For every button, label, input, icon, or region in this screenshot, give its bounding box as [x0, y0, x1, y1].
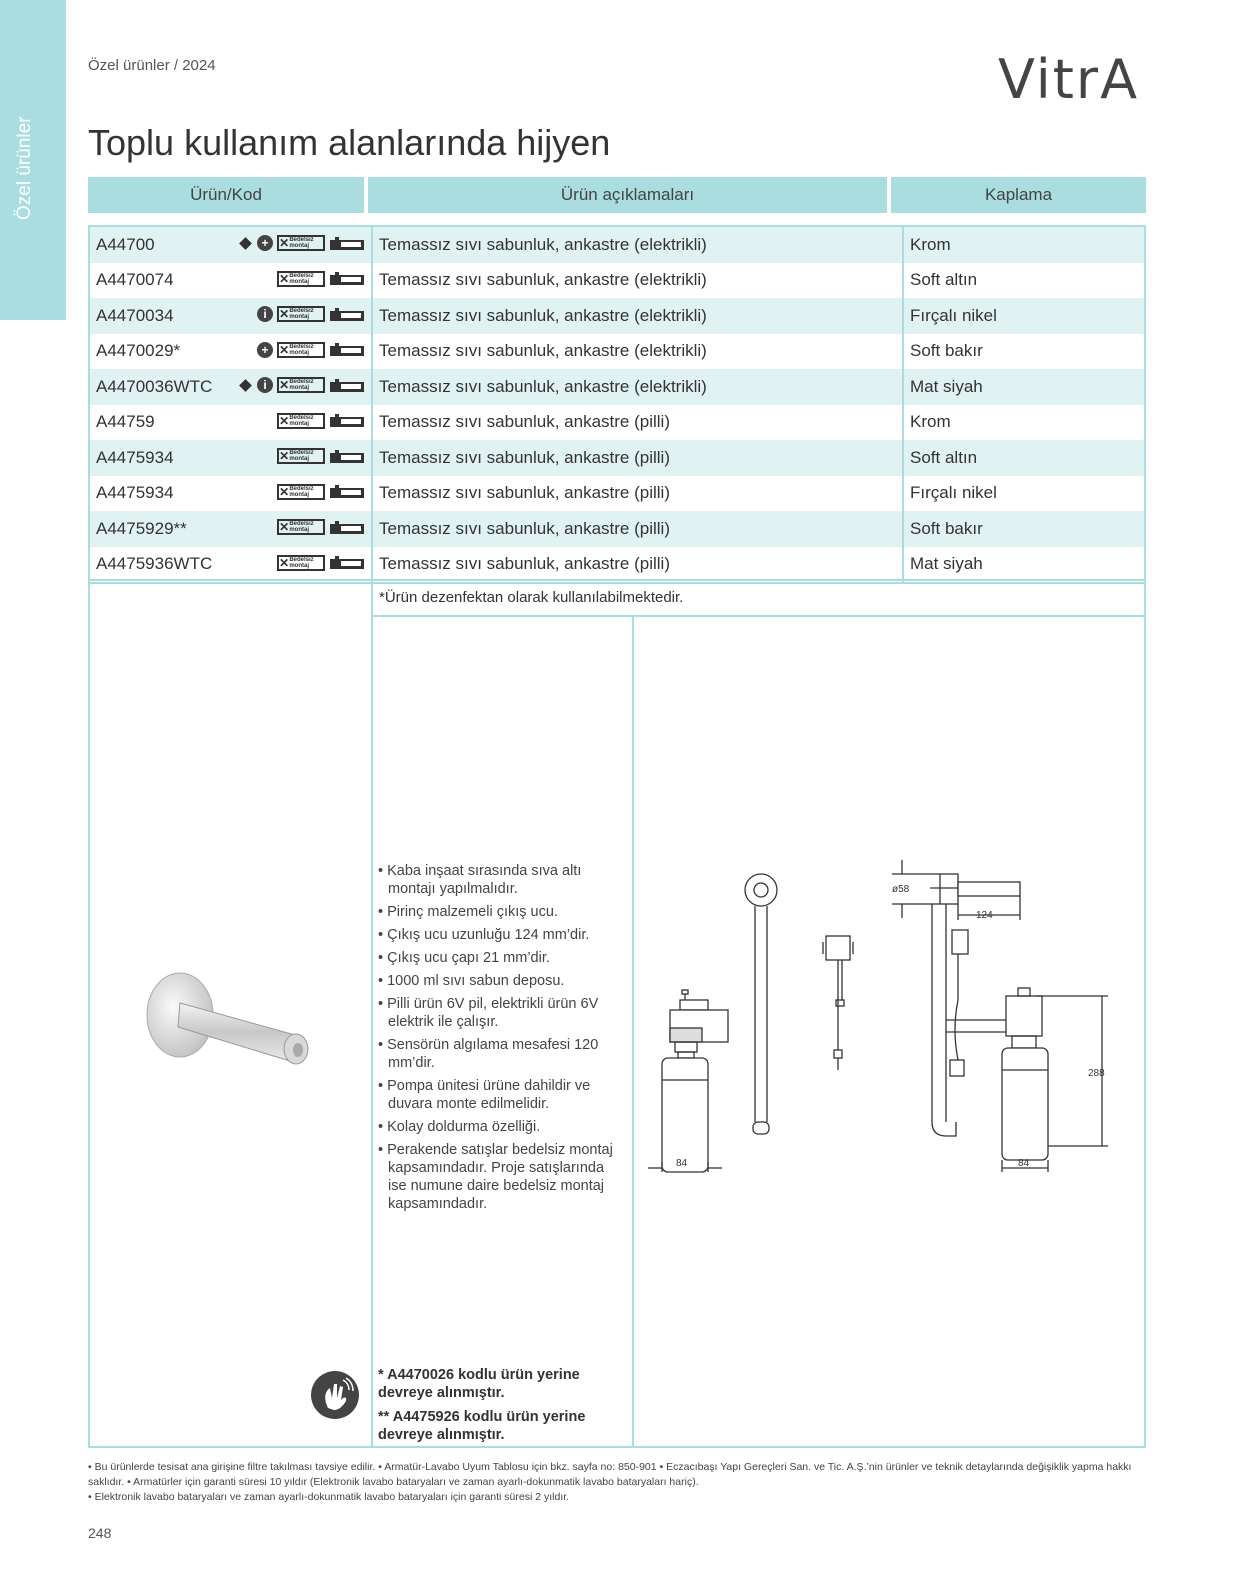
product-icons	[277, 555, 365, 571]
free-installation-badge: ✕ Bedelsiz montaj	[277, 235, 325, 251]
product-code-cell	[90, 476, 373, 512]
sink-icon	[329, 449, 365, 464]
product-code-cell	[90, 334, 373, 370]
sink-icon	[329, 378, 365, 393]
feature-list	[378, 862, 623, 1218]
finish-cell: Fırçalı nikel	[910, 305, 997, 325]
hand-sensor-icon	[310, 1370, 360, 1420]
product-icons	[257, 342, 365, 358]
footer-line: • Elektronik lavabo bataryaları ve zaman ayarlı-dokunmatik lavabo bataryaları için garanti süresi 2 yıldır.	[88, 1491, 570, 1503]
product-icons	[241, 235, 365, 251]
feature-item: • Kaba inşaat sırasında sıva altı montajı yapılmalıdır.	[378, 863, 582, 897]
description-cell: Temassız sıvı sabunluk, ankastre (pilli)	[373, 547, 904, 583]
free-installation-badge: ✕ Bedelsiz montaj	[277, 555, 325, 571]
dim-288: 288	[1088, 1068, 1105, 1079]
description-cell: Temassız sıvı sabunluk, ankastre (elektrikli)	[373, 298, 904, 334]
product-code-cell	[90, 263, 373, 299]
dim-58: ø58	[892, 884, 910, 895]
product-icons	[277, 448, 365, 464]
finish-cell: Soft altın	[910, 447, 978, 467]
finish-cell: Soft bakır	[910, 341, 983, 361]
badge-text: Bedelsiz montaj	[289, 272, 314, 285]
vitra-logo: VitrA	[998, 48, 1140, 111]
sink-icon	[329, 236, 365, 251]
free-installation-badge: ✕ Bedelsiz montaj	[277, 306, 325, 322]
product-code: A44700	[96, 234, 155, 254]
header-code: Ürün/Kod	[88, 177, 364, 213]
feature-text: Pilli ürün 6V pil, elektrikli ürün 6V elektrik ile çalışır.	[387, 996, 599, 1030]
product-code-cell	[90, 227, 373, 263]
side-tab	[0, 0, 66, 320]
dim-84-right: 84	[1018, 1158, 1030, 1169]
description-cell: Temassız sıvı sabunluk, ankastre (pilli)	[373, 511, 904, 547]
feature-item: • Pompa ünitesi ürüne dahildir ve duvara monte edilmelidir.	[378, 1078, 591, 1112]
feature-text: Pompa ünitesi ürüne dahildir ve duvara monte edilmelidir.	[387, 1078, 591, 1112]
replacement-note: * A4470026 kodlu ürün yerine devreye alınmıştır.	[378, 1367, 580, 1401]
header-finish: Kaplama	[891, 177, 1146, 213]
product-code-cell	[90, 547, 373, 583]
product-code: A4470036WTC	[96, 376, 213, 396]
finish-cell: Fırçalı nikel	[910, 483, 997, 503]
product-code-cell	[90, 298, 373, 334]
free-installation-badge: ✕ Bedelsiz montaj	[277, 271, 325, 287]
description-cell: Temassız sıvı sabunluk, ankastre (pilli)	[373, 405, 904, 441]
badge-text: Bedelsiz montaj	[289, 485, 314, 498]
product-code: A4470034	[96, 305, 174, 325]
free-installation-badge: ✕ Bedelsiz montaj	[277, 519, 325, 535]
feature-text: Çıkış ucu uzunluğu 124 mm’dir.	[387, 927, 590, 943]
product-code: A4470074	[96, 270, 174, 290]
product-code-cell	[90, 405, 373, 441]
badge-text: Bedelsiz montaj	[289, 521, 314, 533]
feature-item: • Çıkış ucu uzunluğu 124 mm’dir.	[378, 927, 590, 943]
finish-cell: Mat siyah	[910, 554, 983, 574]
badge-text: Bedelsiz montaj	[289, 379, 314, 391]
replacement-note: ** A4475926 kodlu ürün yerine devreye alınmıştır.	[378, 1409, 586, 1443]
divider	[371, 617, 373, 1447]
sink-icon	[329, 555, 365, 570]
feature-item: • Perakende satışlar bedelsiz montaj kapsamındadır. Proje satışlarında ise numune daire bedelsiz montaj kapsamındadır.	[378, 1142, 613, 1212]
description-cell: Temassız sıvı sabunluk, ankastre (pilli)	[373, 476, 904, 512]
free-installation-badge: ✕ Bedelsiz montaj	[277, 448, 325, 464]
sink-icon	[329, 271, 365, 286]
feature-item: • Sensörün algılama mesafesi 120 mm’dir.	[378, 1037, 599, 1071]
table-row	[90, 547, 1144, 583]
description-cell: Temassız sıvı sabunluk, ankastre (elektrikli)	[373, 227, 904, 263]
side-tab-label: Özel ürünler	[14, 116, 35, 220]
dim-124: 124	[976, 910, 993, 921]
disinfectant-note: *Ürün dezenfektan olarak kullanılabilmektedir.	[371, 579, 1144, 617]
feature-item: • Pilli ürün 6V pil, elektrikli ürün 6V elektrik ile çalışır.	[378, 996, 599, 1030]
table-row	[90, 405, 1144, 441]
feature-item: • 1000 ml sıvı sabun deposu.	[378, 973, 565, 989]
page-number: 248	[88, 1525, 112, 1541]
product-code-cell	[90, 511, 373, 547]
footer-line: • Bu ürünlerde tesisat ana girişine filtre takılması tavsiye edilir. • Armatür-Lavabo Uyum Tablosu için bkz. sayfa no: 850-901 • Eczacıbaşı Yapı Gereçleri San. ve Tic. A.Ş.’nin ürünler ve teknik detaylarında değişiklik yapma hakkı saklıdır. • Armatürler için garanti süresi 10 yıldır (Elektronik lavabo bataryaları ve zaman ayarlı-dokunmatik lavabo bataryaları hariç).	[88, 1461, 1132, 1488]
product-icons	[277, 271, 365, 287]
info-icon: i	[257, 306, 273, 322]
table-row	[90, 440, 1144, 476]
technical-drawing	[640, 860, 1105, 1200]
finish-cell: Soft altın	[910, 270, 978, 290]
finish-cell: Krom	[910, 412, 951, 432]
product-code: A44759	[96, 412, 155, 432]
feature-text: 1000 ml sıvı sabun deposu.	[387, 973, 565, 989]
product-table	[88, 225, 1146, 584]
badge-text: Bedelsiz montaj	[289, 450, 314, 462]
free-installation-badge: ✕ Bedelsiz montaj	[277, 413, 325, 429]
product-code: A4475929**	[96, 518, 187, 538]
finish-cell: Mat siyah	[910, 376, 983, 396]
product-icons	[277, 484, 365, 500]
finish-cell: Soft bakır	[910, 518, 983, 538]
free-installation-badge: ✕ Bedelsiz montaj	[277, 377, 325, 393]
sink-icon	[329, 413, 365, 428]
feature-text: Çıkış ucu çapı 21 mm’dir.	[387, 950, 550, 966]
plus-icon: +	[257, 342, 273, 358]
sink-icon	[329, 520, 365, 535]
page-title: Toplu kullanım alanlarında hijyen	[88, 122, 611, 163]
table-row	[90, 476, 1144, 512]
feature-text: Sensörün algılama mesafesi 120 mm’dir.	[387, 1037, 599, 1071]
divider	[632, 617, 634, 1447]
feature-item: • Kolay doldurma özelliği.	[378, 1119, 541, 1135]
badge-text: Bedelsiz montaj	[289, 414, 314, 427]
badge-text: Bedelsiz montaj	[289, 308, 314, 320]
feature-text: Kaba inşaat sırasında sıva altı montajı yapılmalıdır.	[387, 863, 582, 897]
product-photo	[140, 965, 320, 1095]
product-icons	[277, 519, 365, 535]
table-row	[90, 298, 1144, 334]
badge-text: Bedelsiz montaj	[289, 343, 314, 356]
table-row	[90, 227, 1144, 263]
description-cell: Temassız sıvı sabunluk, ankastre (pilli)	[373, 440, 904, 476]
finish-cell: Krom	[910, 234, 951, 254]
feature-item: • Pirinç malzemeli çıkış ucu.	[378, 904, 558, 920]
diamond-icon	[239, 379, 252, 392]
product-icons	[277, 413, 365, 429]
info-icon: i	[257, 377, 273, 393]
description-cell: Temassız sıvı sabunluk, ankastre (elektrikli)	[373, 369, 904, 405]
product-code-cell	[90, 369, 373, 405]
diamond-icon	[239, 237, 252, 250]
free-installation-badge: ✕ Bedelsiz montaj	[277, 484, 325, 500]
feature-item: • Çıkış ucu çapı 21 mm’dir.	[378, 950, 550, 966]
free-installation-badge: ✕ Bedelsiz montaj	[277, 342, 325, 358]
product-icons	[257, 306, 365, 322]
product-code: A4475934	[96, 483, 174, 503]
table-row	[90, 511, 1144, 547]
sink-icon	[329, 484, 365, 499]
replacement-notes	[378, 1366, 628, 1450]
feature-text: Pirinç malzemeli çıkış ucu.	[387, 904, 558, 920]
header-description: Ürün açıklamaları	[368, 177, 887, 213]
dim-84-left: 84	[676, 1158, 688, 1169]
badge-text: Bedelsiz montaj	[289, 556, 314, 569]
table-row	[90, 263, 1144, 299]
description-cell: Temassız sıvı sabunluk, ankastre (elektrikli)	[373, 334, 904, 370]
feature-text: Perakende satışlar bedelsiz montaj kapsamındadır. Proje satışlarında ise numune daire bedelsiz montaj kapsamındadır.	[387, 1142, 613, 1212]
product-code: A4470029*	[96, 341, 181, 361]
sink-icon	[329, 307, 365, 322]
plus-icon: +	[257, 235, 273, 251]
sink-icon	[329, 342, 365, 357]
product-code: A4475936WTC	[96, 554, 213, 574]
description-cell: Temassız sıvı sabunluk, ankastre (elektrikli)	[373, 263, 904, 299]
table-row	[90, 369, 1144, 405]
badge-text: Bedelsiz montaj	[289, 237, 314, 249]
feature-text: Kolay doldurma özelliği.	[387, 1119, 541, 1135]
table-row	[90, 334, 1144, 370]
product-icons	[241, 377, 365, 393]
product-code: A4475934	[96, 447, 174, 467]
product-code-cell	[90, 440, 373, 476]
header-subtitle: Özel ürünler / 2024	[88, 57, 216, 74]
footer-notes	[88, 1460, 1158, 1505]
